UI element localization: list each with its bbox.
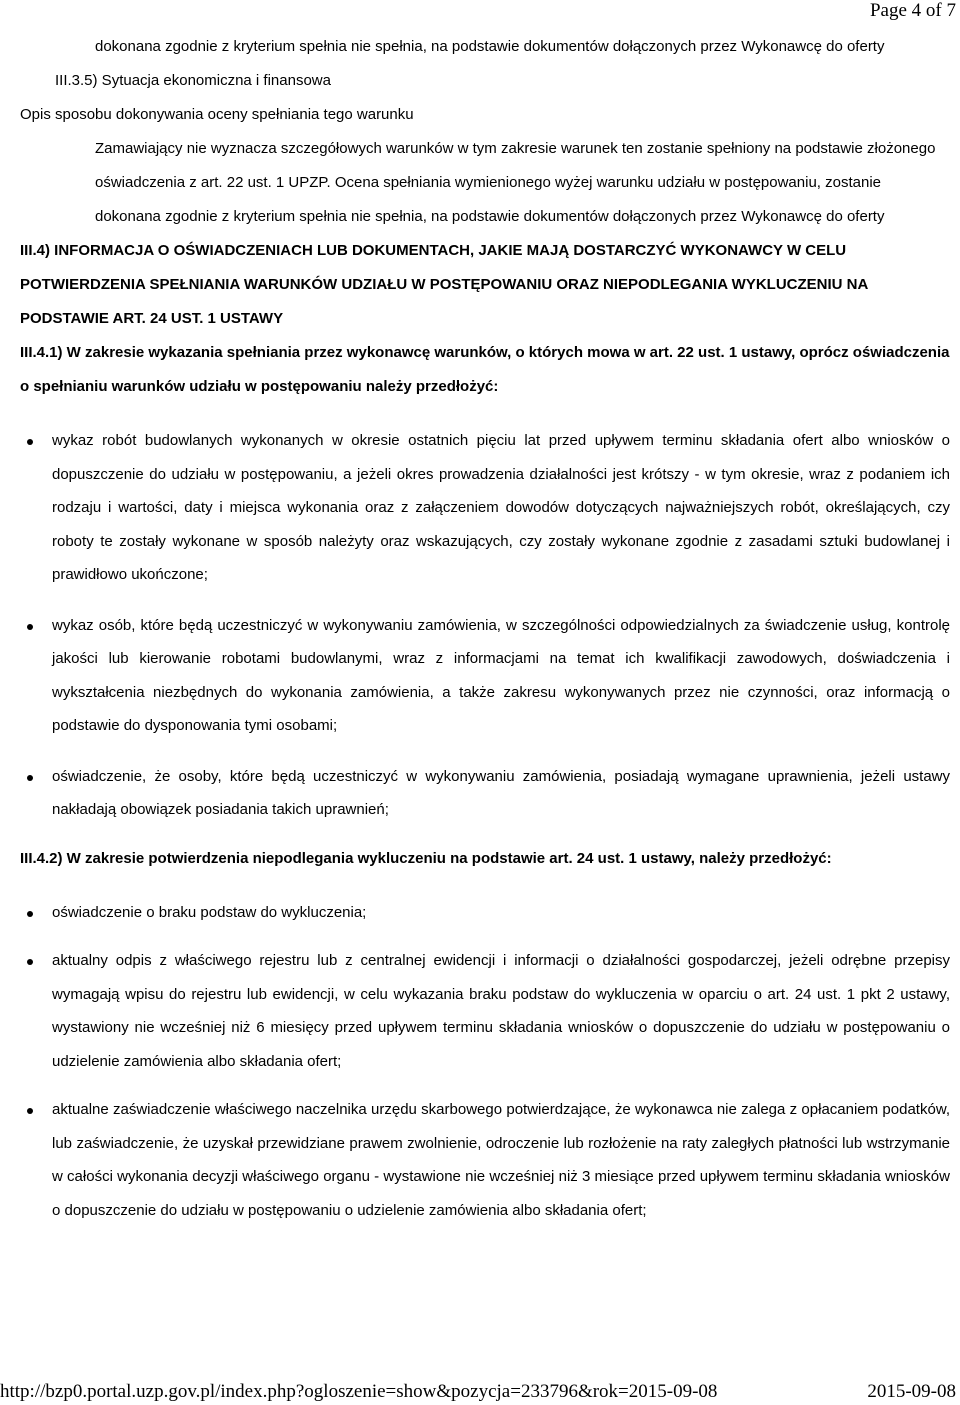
section-3-3-5-title: III.3.5) Sytuacja ekonomiczna i finansowa (55, 72, 331, 89)
section-3-3-5-body: Zamawiający nie wyznacza szczegółowych warunków w tym zakresie warunek ten zostanie spełniony na podstawie złożonego oświadczenia z art. 22 ust. 1 UPZP. Ocena spełniania wymienionego wyżej warunku udziału w postępowaniu, zostanie dokonana zgodnie z kryterium spełnia nie spełnia, na podstawie dokumentów dołączonych przez Wykonawcę do oferty (95, 140, 936, 225)
section-3-4-1-list (20, 424, 950, 827)
list-item: wykaz osób, które będą uczestniczyć w wykonywaniu zamówienia, w szczególności odpowiedzialnych za świadczenie usług, kontrolę jakości lub kierowanie robotami budowlanymi, wraz z informacjami na temat ich kwalifikacji zawodowych, doświadczenia i wykształcenia niezbędnych do wykonania zamówienia, a także zakresu wykonywanych przez nie czynności, oraz informacją o podstawie do dysponowania tymi osobami; (20, 609, 950, 743)
footer-date: 2015-09-08 (867, 1381, 956, 1402)
intro-paragraph: dokonana zgodnie z kryterium spełnia nie spełnia, na podstawie dokumentów dołączonych przez Wykonawcę do oferty (95, 38, 885, 55)
list-item: aktualne zaświadczenie właściwego naczelnika urzędu skarbowego potwierdzające, że wykonawca nie zalega z opłacaniem podatków, lub zaświadczenie, że uzyskał przewidziane prawem zwolnienie, odroczenie lub rozłożenie na raty zaległych płatności lub wstrzymanie w całości wykonania decyzji właściwego organu - wystawione nie wcześniej niż 3 miesiące przed upływem terminu składania wniosków o dopuszczenie do udziału w postępowaniu o udzielenie zamówienia albo składania ofert; (20, 1093, 950, 1227)
section-3-4-2-title: III.4.2) W zakresie potwierdzenia niepodlegania wykluczeniu na podstawie art. 24 ust. 1 ustawy, należy przedłożyć: (20, 849, 832, 867)
section-3-3-5-subtitle: Opis sposobu dokonywania oceny spełniania tego warunku (20, 106, 414, 123)
document-body (20, 28, 950, 1227)
page-number: Page 4 of 7 (869, 0, 956, 21)
list-item: oświadczenie, że osoby, które będą uczestniczyć w wykonywaniu zamówienia, posiadają wymagane uprawnienia, jeżeli ustawy nakładają obowiązek posiadania takich uprawnień; (20, 760, 950, 827)
footer-url: http://bzp0.portal.uzp.gov.pl/index.php?ogloszenie=show&pozycja=233796&rok=2015-09-08 (0, 1381, 718, 1402)
section-3-4-title: III.4) INFORMACJA O OŚWIADCZENIACH LUB DOKUMENTACH, JAKIE MAJĄ DOSTARCZYĆ WYKONAWCY W CELU POTWIERDZENIA SPEŁNIANIA WARUNKÓW UDZIAŁU W POSTĘPOWANIU ORAZ NIEPODLEGANIA WYKLUCZENIU NA PODSTAWIE ART. 24 UST. 1 USTAWY (20, 242, 868, 327)
list-item: oświadczenie o braku podstaw do wykluczenia; (20, 896, 950, 930)
list-item: wykaz robót budowlanych wykonanych w okresie ostatnich pięciu lat przed upływem terminu składania ofert albo wniosków o dopuszczenie do udziału w postępowaniu, a jeżeli okres prowadzenia działalności jest krótszy - w tym okresie, wraz z podaniem ich rodzaju i wartości, daty i miejsca wykonania oraz z załączeniem dowodów dotyczących najważniejszych robót, określających, czy roboty te zostały wykonane w sposób należyty oraz wskazujących, czy zostały wykonane zgodnie z zasadami sztuki budowlanej i prawidłowo ukończone; (20, 424, 950, 592)
section-3-4-2-list (20, 896, 950, 1228)
list-item: aktualny odpis z właściwego rejestru lub z centralnej ewidencji i informacji o działalności gospodarczej, jeżeli odrębne przepisy wymagają wpisu do rejestru lub ewidencji, w celu wykazania braku podstaw do wykluczenia w oparciu o art. 24 ust. 1 pkt 2 ustawy, wystawiony nie wcześniej niż 6 miesięcy przed upływem terminu składania wniosków o dopuszczenie do udziału w postępowaniu o udzielenie zamówienia albo składania ofert; (20, 944, 950, 1078)
section-3-4-1-title: III.4.1) W zakresie wykazania spełniania przez wykonawcę warunków, o których mowa w art. 22 ust. 1 ustawy, oprócz oświadczenia o spełnianiu warunków udziału w postępowaniu należy przedłożyć: (20, 344, 950, 395)
